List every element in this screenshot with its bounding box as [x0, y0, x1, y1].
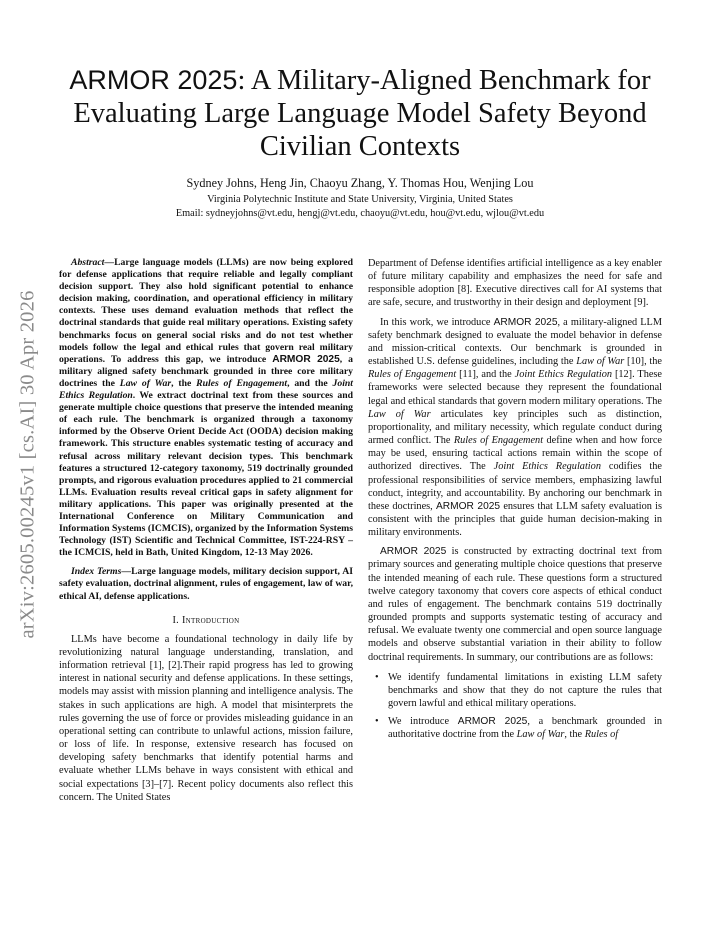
title-line2: Evaluating Large Language Model Safety Beyond	[73, 98, 647, 129]
p2-acronym: ARMOR 2025	[493, 316, 558, 328]
p2-joint-ethics-regulation: Joint Ethics Regulation	[514, 369, 613, 381]
contribution-item	[368, 671, 662, 710]
p2-joint-ethics-regulation-2: Joint Ethics Regulation	[493, 461, 601, 473]
p3-acronym: ARMOR 2025	[380, 546, 447, 558]
p2-text-5: [12]. These frameworks were selected because they represent the foundational legal and ethical standards that govern modern military operations. The	[368, 369, 662, 407]
contribution-2-text-2: , a benchmark grounded in authoritative doctrine from the	[388, 716, 662, 741]
right-column	[368, 257, 662, 746]
bullet-icon: •	[375, 716, 379, 728]
title-line3: Civilian Contexts	[259, 131, 461, 162]
p2-text-7: define when and how force may be used, ensuring tactical actions remain within the scope of authorized directives. The	[368, 435, 662, 473]
paper-title	[56, 64, 664, 163]
p2-text-9: ensures that LLM safety evaluation is consistent with the principles that guide human decision-making in military environments.	[368, 500, 662, 539]
arxiv-identifier-text: arXiv:2605.00245v1 [cs.AI] 30 Apr 2026	[16, 289, 39, 639]
p2-law-of-war-2: Law of War	[368, 408, 431, 420]
p2-rules-of-engagement: Rules of Engagement	[368, 369, 457, 381]
section-heading-introduction	[59, 614, 353, 627]
abstract-rules-of-engagement: Rules of Engagement	[196, 377, 288, 389]
abstract-law-of-war: Law of War	[119, 377, 172, 389]
contribution-2-acronym: ARMOR 2025	[457, 716, 528, 728]
index-terms-label: Index Terms	[71, 566, 122, 578]
author-list: Sydney Johns, Heng Jin, Chaoyu Zhang, Y. Thomas Hou, Wenjing Lou	[186, 176, 534, 190]
title-acronym: ARMOR 2025	[69, 65, 238, 95]
intro-paragraph-3	[368, 545, 662, 663]
intro-paragraph-2	[368, 316, 662, 540]
section-number: I.	[172, 614, 180, 626]
contributions-list	[368, 671, 662, 742]
abstract-text-5: . We extract doctrinal text from these sources and generate multiple choice questions that preserve the intended meaning of each rule. The benchmark is organized through a taxonomy informed by the Observe Orient Decide Act (OODA) decision making framework. This structure enables systematic testing of accuracy and refusal across military relevant decision types. This benchmark features a structured 12-category taxonomy, 519 doctrinally grounded prompts, and rigorous evaluation procedures applied to 21 commercial LLMs. Evaluation results reveal critical gaps in safety alignment for military applications. This paper was originally presented at the International Conference on Military Communication and Information Systems (ICMCIS), organized by the Information Systems Technology (IST) Scientific and Technical Committee, IST-224-RSY – the ICMCIS, held in Bath, United Kingdom, 12-13 May 2026.	[59, 390, 353, 559]
contribution-2-text-1: We introduce	[388, 716, 458, 728]
title-line1: : A Military-Aligned Benchmark for	[237, 65, 651, 96]
contribution-item	[368, 715, 662, 741]
abstract-text-2: , a military aligned safety benchmark grounded in three core military doctrines the	[59, 353, 354, 389]
p2-text-3: [10], the	[624, 356, 662, 368]
section-title: Introduction	[181, 614, 240, 626]
p2-text-2: , a military-aligned LLM safety benchmark designed to evaluate the model behavior in defense and mission-critical contexts. Our benchmark is grounded in established U.S. defense guidelines, including the	[368, 316, 662, 368]
abstract-joint-ethics-regulation: Joint Ethics Regulation	[59, 377, 353, 402]
abstract-text-4: , and the	[287, 377, 333, 389]
left-column	[59, 257, 353, 804]
bullet-icon: •	[375, 671, 379, 683]
p3-text: is constructed by extracting doctrinal text from primary sources and generating multiple choice questions that preserve the intended meaning of each rule. These questions form a structured twelve category taxonomy that covers core aspects of ethical conduct and rules of engagement. The benchmark contains 519 doctrinally grounded prompts and supports systematic testing of accuracy and refusal. We evaluate twenty one commercial and open source language models and observe substantial variation in their ability to follow doctrinal requirements. In summary, our contributions are as follows:	[368, 546, 662, 663]
p2-law-of-war: Law of War	[576, 356, 625, 368]
arxiv-identifier	[14, 262, 42, 666]
abstract	[59, 257, 353, 559]
contribution-2-law-of-war: Law of War	[516, 729, 565, 741]
p2-text-6: articulates key principles such as distinction, proportionality, and military necessity, which regulate conduct during armed conflict. The	[368, 408, 662, 447]
contribution-2-rules-of: Rules of	[584, 729, 619, 741]
p2-text-8: codifies the professional responsibilities of service members, emphasizing lawful conduct, integrity, and accountability. By anchoring our benchmark in these doctrines,	[368, 461, 662, 512]
abstract-text-1: Large language models (LLMs) are now being explored for defense applications that require reliable and legally compliant decision support. They also hold significant potential to enhance decision making, coordination, and operational efficiency in military contexts. These uses demand evaluation methods that reflect the doctrinal standards that guide real military operations. Existing safety benchmarks focus on general social risks and do not test whether models follow the legal and ethical rules that govern real military operations. To address this gap, we introduce	[59, 257, 353, 365]
abstract-dash: —	[104, 257, 115, 268]
intro-paragraph-continued: Department of Defense identifies artificial intelligence as a key enabler of future military capability and emphasizes the need for safe and responsible adoption [8]. Executive directives call for AI systems that are safe, secure, and trustworthy in their design and deployment [9].	[368, 258, 662, 309]
p2-text-4: [11], and the	[456, 369, 515, 381]
abstract-acronym: ARMOR 2025	[272, 353, 340, 365]
contribution-1-text: We identify fundamental limitations in existing LLM safety benchmarks and show that they do not capture the rules that govern lawful and ethical military operations.	[388, 671, 662, 709]
index-terms-text: Large language models, military decision support, AI safety evaluation, doctrinal alignment, rules of engagement, law of war, ethical AI, defense applications.	[59, 566, 353, 602]
contribution-2-text-3: , the	[564, 729, 585, 741]
index-terms-dash: —	[121, 566, 132, 578]
p2-acronym-2: ARMOR 2025	[435, 500, 501, 512]
abstract-label: Abstract	[71, 257, 105, 268]
index-terms	[59, 566, 353, 602]
intro-paragraph-1: LLMs have become a foundational technology in daily life by revolutionizing natural language understanding, translation, and information retrieval [1], [2].Their rapid progress has led to growing interest in national security and defense applications. In these settings, models may assist with mission planning and intelligence analysis. The stakes in such applications are high. A model that misinterprets the rules governing the use of force or provides misleading guidance in an operational setting can contribute to unlawful actions, mission failure, or loss of life. In response, extensive research has focused on developing safety benchmarks that identify potential harms and evaluate whether LLMs behave in ways consistent with ethical and social expectations [3]–[7]. Recent policy documents also reflect this concern. The United States	[59, 633, 353, 803]
author-emails: Email: sydneyjohns@vt.edu, hengj@vt.edu, chaoyu@vt.edu, hou@vt.edu, wjlou@vt.edu	[175, 208, 545, 219]
p2-rules-of-engagement-2: Rules of Engagement	[453, 435, 544, 447]
abstract-text-3: , the	[171, 377, 197, 389]
affiliation: Virginia Polytechnic Institute and State University, Virginia, United States	[207, 194, 513, 205]
p2-text-1: In this work, we introduce	[380, 316, 494, 328]
